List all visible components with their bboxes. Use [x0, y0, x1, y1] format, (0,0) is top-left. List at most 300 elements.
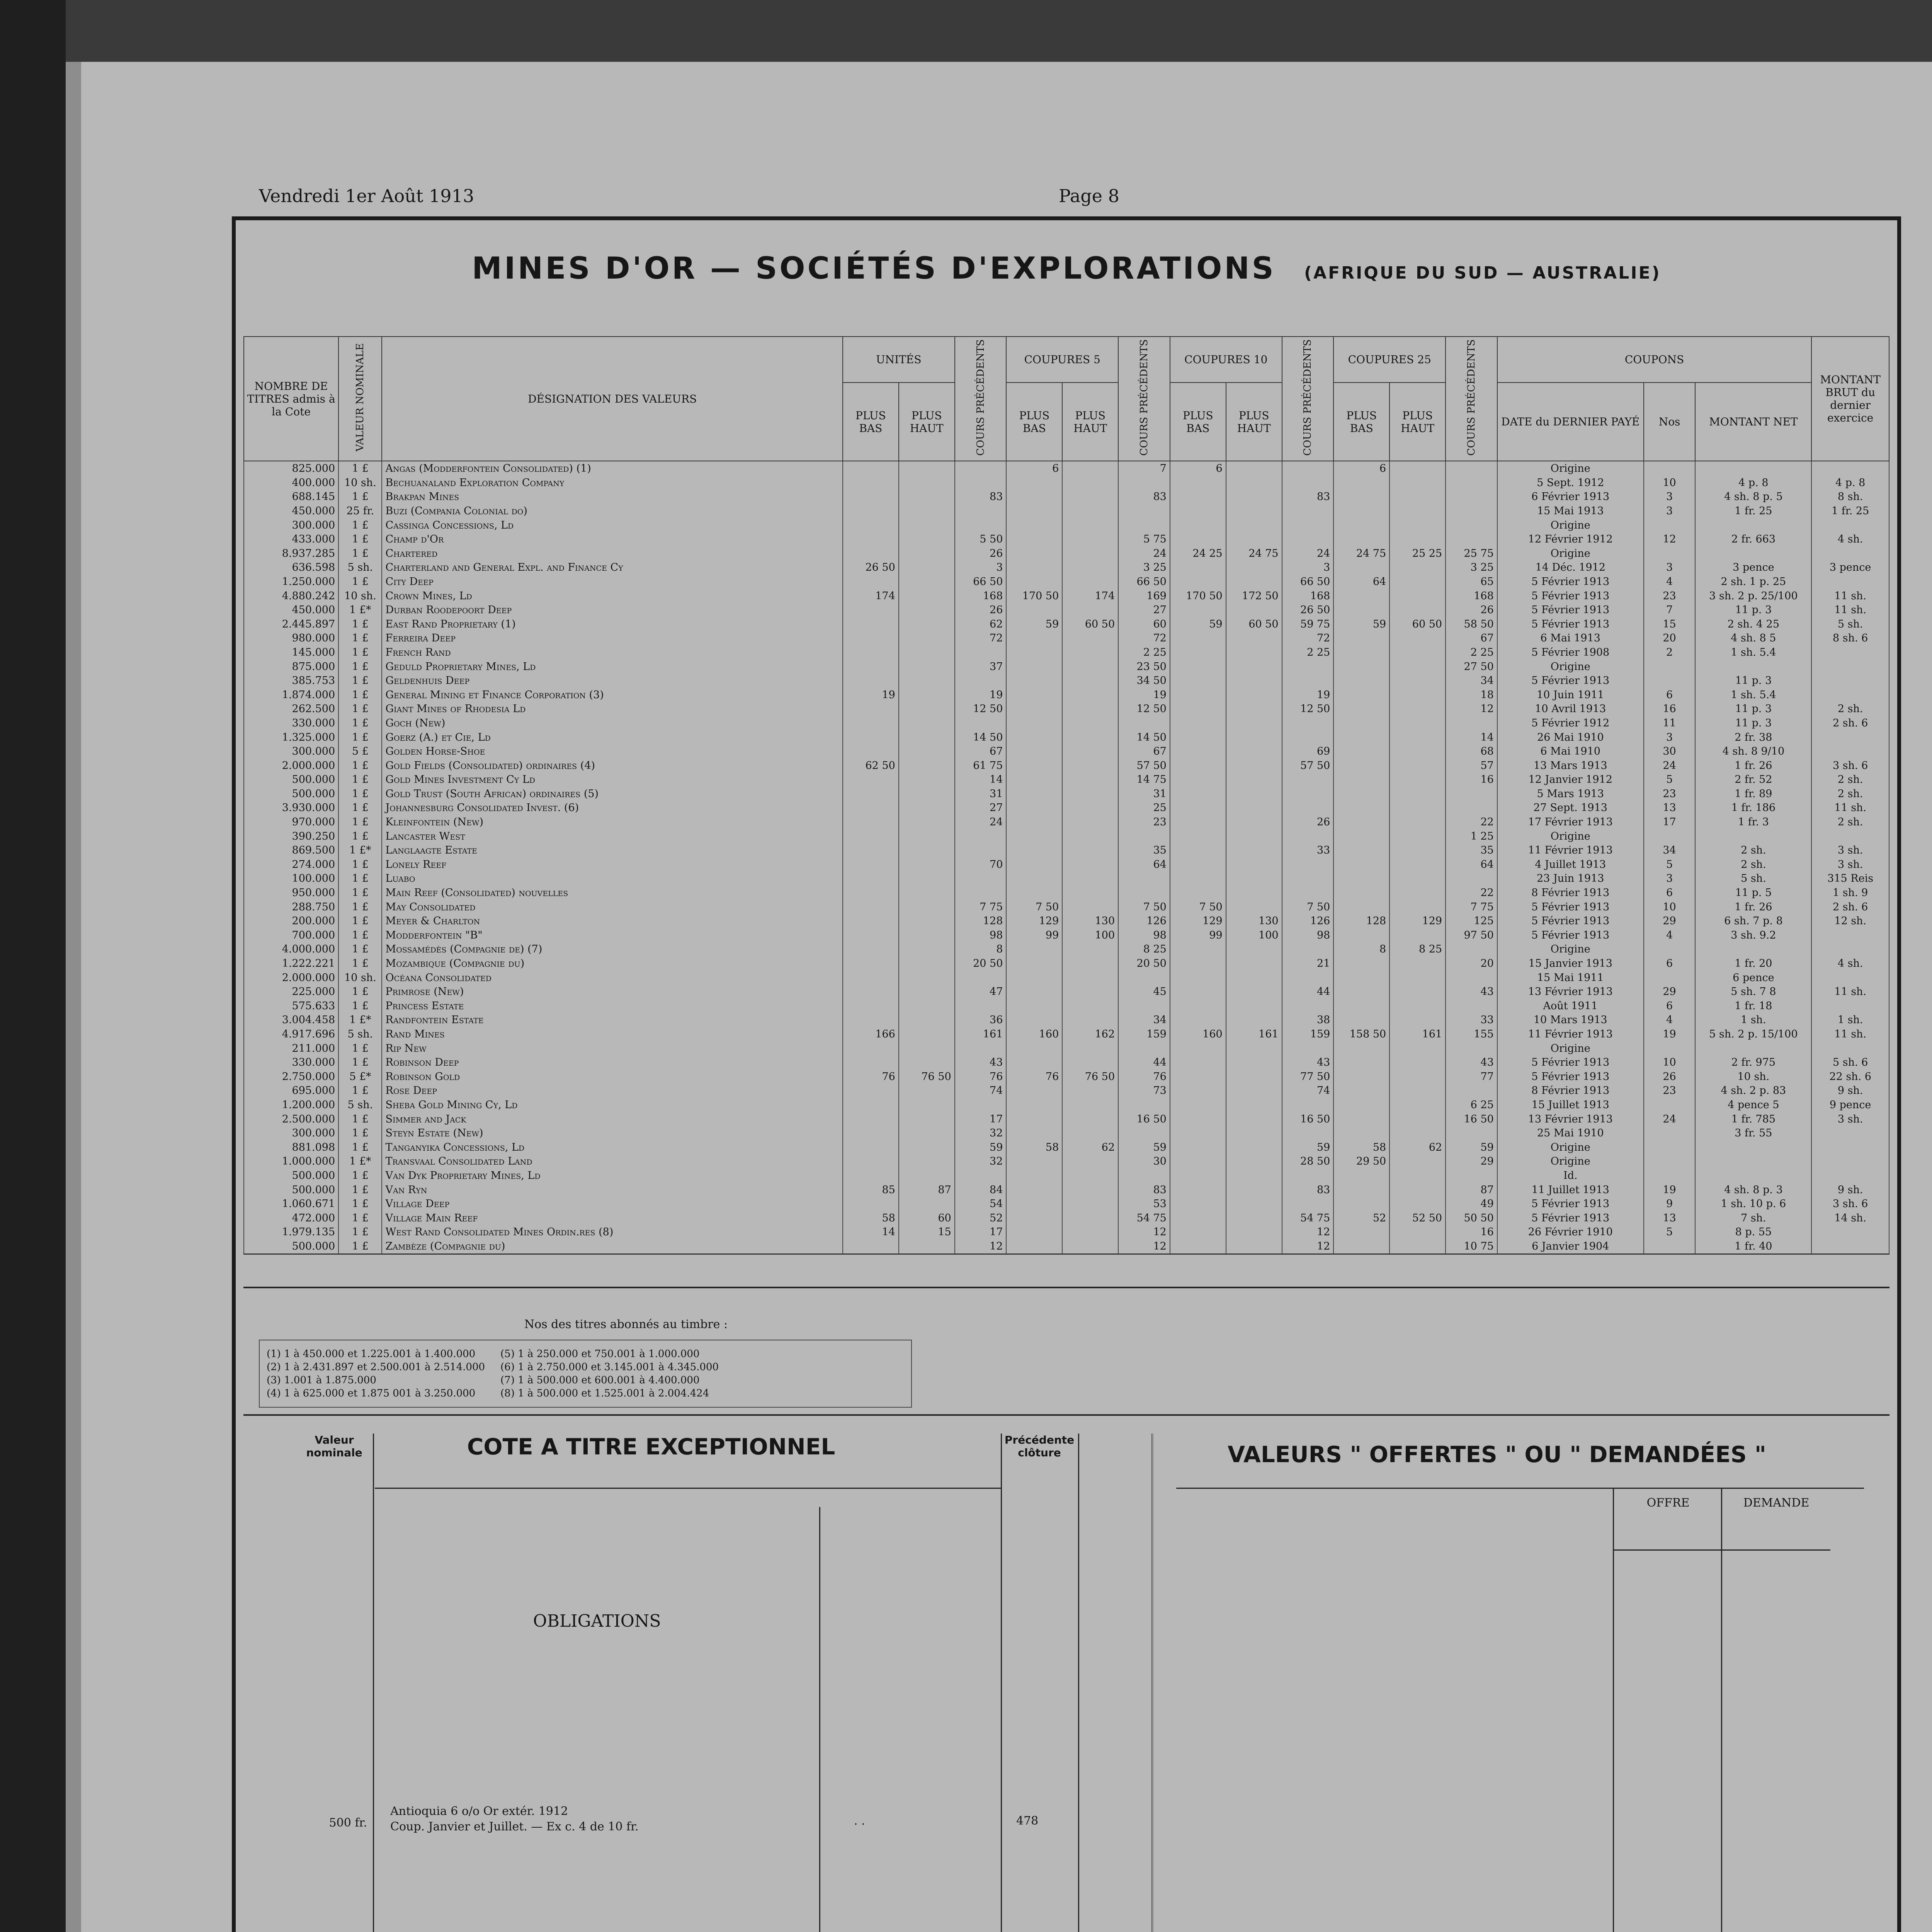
cell-c5b: [1062, 532, 1118, 546]
cell-c5a: [1006, 1084, 1062, 1098]
cell-v: 1 £: [338, 1197, 382, 1211]
cell-cp: 37: [955, 660, 1007, 674]
cell-mt: 4 sh. 8 p. 3: [1695, 1183, 1811, 1197]
cell-date: 5 Février 1913: [1497, 1070, 1644, 1084]
cell-mt: 4 sh. 2 p. 83: [1695, 1084, 1811, 1098]
cell-u2: [899, 589, 955, 603]
cell-n: 2.445.897: [244, 617, 338, 631]
cell-v: 1 £*: [338, 843, 382, 857]
cell-c10p: [1282, 504, 1334, 518]
cell-c10b: [1226, 1112, 1282, 1126]
cell-c5p: 14 75: [1118, 773, 1170, 787]
cell-no: [1644, 829, 1696, 844]
table-row: [244, 603, 1889, 617]
cell-no: 4: [1644, 575, 1696, 589]
cell-c10a: 160: [1170, 1027, 1226, 1041]
cell-date: 23 Juin 1913: [1497, 872, 1644, 886]
cell-c10b: [1226, 999, 1282, 1013]
cell-cp: [955, 476, 1007, 490]
cell-br: 2 sh.: [1811, 787, 1889, 801]
cell-date: Origine: [1497, 518, 1644, 532]
cell-date: 10 Mars 1913: [1497, 1013, 1644, 1027]
cell-u1: [843, 645, 899, 660]
cell-c5p: 34 50: [1118, 673, 1170, 688]
cell-d: Buzi (Compania Colonial do): [382, 504, 842, 518]
table-row: [244, 900, 1889, 914]
cell-c25b: [1389, 886, 1446, 900]
cell-c10a: [1170, 504, 1226, 518]
cell-c5p: 53: [1118, 1197, 1170, 1211]
cell-br: 14 sh.: [1811, 1211, 1889, 1225]
cell-mt: 11 p. 3: [1695, 702, 1811, 716]
cell-v: 1 £: [338, 716, 382, 730]
cell-c5b: 130: [1062, 914, 1118, 928]
cell-br: 11 sh.: [1811, 801, 1889, 815]
cell-br: 9 sh.: [1811, 1183, 1889, 1197]
cell-c25b: [1389, 773, 1446, 787]
cell-date: 13 Mars 1913: [1497, 759, 1644, 773]
cell-c25p: 68: [1446, 744, 1497, 759]
cell-u1: [843, 900, 899, 914]
cell-c25a: [1333, 702, 1389, 716]
cell-c5b: 60 50: [1062, 617, 1118, 631]
cell-c10a: [1170, 702, 1226, 716]
cell-v: 1 £: [338, 1239, 382, 1254]
cell-c25p: [1446, 461, 1497, 476]
cell-br: [1811, 1155, 1889, 1169]
cell-u1: [843, 942, 899, 957]
section-rule: [243, 1287, 1889, 1288]
cell-u1: [843, 1112, 899, 1126]
cell-c5a: [1006, 575, 1062, 589]
cell-c5a: [1006, 518, 1062, 532]
cell-u2: [899, 872, 955, 886]
cell-c5b: [1062, 942, 1118, 957]
cell-date: 13 Février 1913: [1497, 1112, 1644, 1126]
cell-n: 300.000: [244, 744, 338, 759]
cell-c25a: [1333, 504, 1389, 518]
cell-c10p: 26 50: [1282, 603, 1334, 617]
cell-u2: [899, 1027, 955, 1041]
cell-br: [1811, 928, 1889, 942]
cell-c10p: 26: [1282, 815, 1334, 829]
cell-br: 2 sh.: [1811, 702, 1889, 716]
table-row: [244, 461, 1889, 476]
cell-c10b: 130: [1226, 914, 1282, 928]
cell-date: 11 Février 1913: [1497, 843, 1644, 857]
cell-date: 5 Février 1908: [1497, 645, 1644, 660]
cell-no: 5: [1644, 1225, 1696, 1240]
cell-c5a: [1006, 716, 1062, 730]
cell-c5p: [1118, 886, 1170, 900]
cell-c5a: [1006, 985, 1062, 999]
cell-c5b: [1062, 872, 1118, 886]
col-cours-25: COURS PRÉCÉDENTS: [1446, 337, 1497, 461]
cell-u2: [899, 1168, 955, 1183]
cell-c25b: [1389, 1183, 1446, 1197]
cell-mt: 5 sh. 7 8: [1695, 985, 1811, 999]
cell-c5b: [1062, 801, 1118, 815]
table-row: [244, 518, 1889, 532]
cell-c25p: 67: [1446, 631, 1497, 646]
cell-date: Origine: [1497, 829, 1644, 844]
cell-c5p: 126: [1118, 914, 1170, 928]
cell-c5p: 19: [1118, 688, 1170, 702]
cell-c25a: [1333, 872, 1389, 886]
cell-c10p: 72: [1282, 631, 1334, 646]
cell-c25b: [1389, 1098, 1446, 1112]
cell-c10a: [1170, 1239, 1226, 1254]
cell-c5a: [1006, 1168, 1062, 1183]
exc-vline: [1078, 1434, 1079, 1932]
cell-date: 12 Janvier 1912: [1497, 773, 1644, 787]
cell-c25a: 6: [1333, 461, 1389, 476]
cell-c25p: 27 50: [1446, 660, 1497, 674]
cell-n: 2.750.000: [244, 1070, 338, 1084]
cell-c10a: [1170, 660, 1226, 674]
cell-cp: 74: [955, 1084, 1007, 1098]
cell-v: 1 £: [338, 900, 382, 914]
cell-date: Origine: [1497, 660, 1644, 674]
cell-n: 500.000: [244, 787, 338, 801]
cell-br: 2 sh.: [1811, 815, 1889, 829]
cell-d: Robinson Gold: [382, 1070, 842, 1084]
cell-u2: [899, 956, 955, 971]
cell-c25p: 18: [1446, 688, 1497, 702]
cell-c10b: 24 75: [1226, 546, 1282, 561]
cell-c10p: 2 25: [1282, 645, 1334, 660]
cell-c10p: 168: [1282, 589, 1334, 603]
cell-d: Village Deep: [382, 1197, 842, 1211]
timbre-line: (1) 1 à 450.000 et 1.225.001 à 1.400.000: [267, 1348, 476, 1360]
cell-c25a: [1333, 1126, 1389, 1140]
cell-no: 23: [1644, 787, 1696, 801]
cell-v: 10 sh.: [338, 589, 382, 603]
cell-c25b: [1389, 1155, 1446, 1169]
cell-c25a: 52: [1333, 1211, 1389, 1225]
cell-c5p: [1118, 971, 1170, 985]
cell-c25p: 33: [1446, 1013, 1497, 1027]
cell-cp: [955, 645, 1007, 660]
col-cours-5: COURS PRÉCÉDENTS: [1118, 337, 1170, 461]
timbre-line: (6) 1 à 2.750.000 et 3.145.001 à 4.345.000: [500, 1361, 719, 1373]
cell-date: 4 Juillet 1913: [1497, 857, 1644, 872]
cell-c5b: [1062, 829, 1118, 844]
cell-d: Zambèze (Compagnie du): [382, 1239, 842, 1254]
cell-c25a: [1333, 490, 1389, 504]
cell-c25b: 52 50: [1389, 1211, 1446, 1225]
cell-c25b: [1389, 561, 1446, 575]
cell-c25p: 168: [1446, 589, 1497, 603]
cell-mt: [1695, 461, 1811, 476]
cell-c25p: 22: [1446, 886, 1497, 900]
cell-u1: [843, 490, 899, 504]
cell-c5a: [1006, 942, 1062, 957]
cell-cp: 83: [955, 490, 1007, 504]
cell-v: 1 £: [338, 461, 382, 476]
cell-c25p: 97 50: [1446, 928, 1497, 942]
table-row: [244, 490, 1889, 504]
cell-c10a: [1170, 985, 1226, 999]
cell-c10a: [1170, 1197, 1226, 1211]
cell-d: Simmer and Jack: [382, 1112, 842, 1126]
cell-d: Kleinfontein (New): [382, 815, 842, 829]
cell-c5a: [1006, 1098, 1062, 1112]
cell-c25b: [1389, 631, 1446, 646]
cell-c25b: [1389, 490, 1446, 504]
cell-c5b: [1062, 1084, 1118, 1098]
cell-c10b: [1226, 1070, 1282, 1084]
cell-c10b: [1226, 801, 1282, 815]
cell-c10p: [1282, 476, 1334, 490]
cell-n: 500.000: [244, 1239, 338, 1254]
cell-date: Origine: [1497, 1041, 1644, 1056]
exc-vline: [373, 1434, 374, 1932]
cell-c5a: [1006, 476, 1062, 490]
col-25-haut: PLUS HAUT: [1389, 383, 1446, 461]
cell-u1: [843, 857, 899, 872]
cell-c10b: [1226, 631, 1282, 646]
cell-n: 300.000: [244, 518, 338, 532]
cell-d: Johannesburg Consolidated Invest. (6): [382, 801, 842, 815]
cell-c5p: 34: [1118, 1013, 1170, 1027]
cell-cp: 14: [955, 773, 1007, 787]
cell-c10p: 12 50: [1282, 702, 1334, 716]
table-row: [244, 1183, 1889, 1197]
cell-c5p: 59: [1118, 1140, 1170, 1155]
cell-no: 17: [1644, 815, 1696, 829]
cell-c10p: [1282, 1041, 1334, 1056]
offertes-title: VALEURS " OFFERTES " OU " DEMANDÉES ": [1228, 1441, 1766, 1468]
cell-no: [1644, 660, 1696, 674]
cell-mt: 4 sh. 8 p. 5: [1695, 490, 1811, 504]
cell-br: 1 fr. 25: [1811, 504, 1889, 518]
cell-c10b: [1226, 645, 1282, 660]
cell-br: [1811, 660, 1889, 674]
cell-v: 1 £: [338, 1055, 382, 1070]
cell-c10a: [1170, 857, 1226, 872]
cell-no: 23: [1644, 589, 1696, 603]
cell-mt: 4 sh. 8 5: [1695, 631, 1811, 646]
cell-mt: 3 sh. 2 p. 25/100: [1695, 589, 1811, 603]
cell-c5p: 44: [1118, 1055, 1170, 1070]
cell-date: 12 Février 1912: [1497, 532, 1644, 546]
cell-c5a: [1006, 829, 1062, 844]
table-row: [244, 561, 1889, 575]
cell-v: 1 £: [338, 673, 382, 688]
cell-c25b: [1389, 461, 1446, 476]
cell-d: Lancaster West: [382, 829, 842, 844]
cell-no: [1644, 1126, 1696, 1140]
cell-cp: [955, 1041, 1007, 1056]
cell-mt: 1 fr. 89: [1695, 787, 1811, 801]
cell-c25a: [1333, 660, 1389, 674]
cell-c10p: 16 50: [1282, 1112, 1334, 1126]
cell-cp: [955, 843, 1007, 857]
cell-br: 315 Reis: [1811, 872, 1889, 886]
cell-n: 575.633: [244, 999, 338, 1013]
cell-n: 3.004.458: [244, 1013, 338, 1027]
cell-no: 20: [1644, 631, 1696, 646]
cell-c10p: [1282, 999, 1334, 1013]
cell-v: 1 £: [338, 518, 382, 532]
cell-u2: [899, 461, 955, 476]
cell-br: 9 sh.: [1811, 1084, 1889, 1098]
table-row: [244, 1211, 1889, 1225]
cell-date: 6 Mai 1913: [1497, 631, 1644, 646]
cell-c10b: 100: [1226, 928, 1282, 942]
cell-c25p: [1446, 716, 1497, 730]
cell-c10a: 24 25: [1170, 546, 1226, 561]
cell-n: 225.000: [244, 985, 338, 999]
cell-u1: [843, 617, 899, 631]
cell-n: 869.500: [244, 843, 338, 857]
cell-cp: 24: [955, 815, 1007, 829]
cell-u2: [899, 801, 955, 815]
cell-br: [1811, 1239, 1889, 1254]
cell-c10p: 66 50: [1282, 575, 1334, 589]
cell-d: Angas (Modderfontein Consolidated) (1): [382, 461, 842, 476]
cell-c10a: [1170, 1225, 1226, 1240]
cell-u1: [843, 461, 899, 476]
cell-c25b: [1389, 829, 1446, 844]
cell-c25a: [1333, 1041, 1389, 1056]
cell-c5p: 7 50: [1118, 900, 1170, 914]
cell-c5a: [1006, 673, 1062, 688]
cell-v: 5 £*: [338, 1070, 382, 1084]
cell-c5b: [1062, 1098, 1118, 1112]
cell-cp: 52: [955, 1211, 1007, 1225]
cell-c25p: 12: [1446, 702, 1497, 716]
cell-c10b: [1226, 1197, 1282, 1211]
cell-d: Main Reef (Consolidated) nouvelles: [382, 886, 842, 900]
cell-d: Goch (New): [382, 716, 842, 730]
cell-cp: 67: [955, 744, 1007, 759]
cell-v: 1 £: [338, 1041, 382, 1056]
cell-u2: [899, 900, 955, 914]
cell-c25a: [1333, 1070, 1389, 1084]
cell-u1: [843, 1041, 899, 1056]
cell-u1: [843, 1084, 899, 1098]
cell-u1: [843, 716, 899, 730]
cell-u1: [843, 985, 899, 999]
cell-c5b: [1062, 730, 1118, 745]
cell-no: 10: [1644, 900, 1696, 914]
cell-n: 1.874.000: [244, 688, 338, 702]
cell-no: 24: [1644, 759, 1696, 773]
cell-c5p: 12: [1118, 1225, 1170, 1240]
cell-c5b: [1062, 759, 1118, 773]
cell-date: Id.: [1497, 1168, 1644, 1183]
cell-c10a: [1170, 971, 1226, 985]
cell-u2: [899, 773, 955, 787]
cell-c25a: [1333, 900, 1389, 914]
cell-mt: 4 p. 8: [1695, 476, 1811, 490]
cell-c25p: 16 50: [1446, 1112, 1497, 1126]
section-rule: [243, 1414, 1889, 1416]
cell-u2: [899, 476, 955, 490]
cell-c10b: [1226, 1041, 1282, 1056]
cell-c5b: [1062, 660, 1118, 674]
cell-c25a: [1333, 956, 1389, 971]
cell-date: 15 Juillet 1913: [1497, 1098, 1644, 1112]
cell-br: [1811, 518, 1889, 532]
cell-v: 1 £: [338, 660, 382, 674]
cell-c25b: 129: [1389, 914, 1446, 928]
obligations-heading: OBLIGATIONS: [533, 1611, 661, 1631]
running-header: [193, 185, 1893, 209]
col-designation: DÉSIGNATION DES VALEURS: [382, 337, 842, 461]
cell-c5p: 57 50: [1118, 759, 1170, 773]
cell-mt: 1 sh.: [1695, 1013, 1811, 1027]
cell-cp: 31: [955, 787, 1007, 801]
cell-cp: 26: [955, 603, 1007, 617]
cell-c10a: [1170, 744, 1226, 759]
cell-c5p: 12 50: [1118, 702, 1170, 716]
cell-c10p: [1282, 857, 1334, 872]
cell-c10a: [1170, 490, 1226, 504]
cell-c5a: [1006, 1041, 1062, 1056]
cell-u1: [843, 575, 899, 589]
cell-c5p: 16 50: [1118, 1112, 1170, 1126]
cell-c25b: [1389, 1055, 1446, 1070]
cell-u1: [843, 843, 899, 857]
cell-u1: [843, 1168, 899, 1183]
cell-v: 1 £: [338, 1225, 382, 1240]
cell-c25p: [1446, 476, 1497, 490]
cell-br: [1811, 1168, 1889, 1183]
cell-u2: [899, 744, 955, 759]
cell-c25b: [1389, 744, 1446, 759]
cell-d: French Rand: [382, 645, 842, 660]
cell-v: 1 £: [338, 1211, 382, 1225]
cell-mt: 1 sh. 10 p. 6: [1695, 1197, 1811, 1211]
cell-c25a: [1333, 815, 1389, 829]
cell-c25b: 8 25: [1389, 942, 1446, 957]
cell-u2: [899, 518, 955, 532]
cell-c5b: 100: [1062, 928, 1118, 942]
cell-c10a: [1170, 518, 1226, 532]
cell-c5b: [1062, 1155, 1118, 1169]
cell-no: 11: [1644, 716, 1696, 730]
cell-u1: [843, 631, 899, 646]
table-row: [244, 1168, 1889, 1183]
cell-br: 3 sh. 6: [1811, 759, 1889, 773]
cell-u1: [843, 532, 899, 546]
cell-v: 1 £: [338, 1112, 382, 1126]
cell-c25p: [1446, 801, 1497, 815]
cell-c5b: 174: [1062, 589, 1118, 603]
cell-c25p: 49: [1446, 1197, 1497, 1211]
cell-u1: [843, 1197, 899, 1211]
cell-no: [1644, 1140, 1696, 1155]
cell-c5a: [1006, 561, 1062, 575]
cell-c25a: [1333, 843, 1389, 857]
cell-mt: 4 pence 5: [1695, 1098, 1811, 1112]
cell-u2: [899, 617, 955, 631]
cell-c25p: [1446, 518, 1497, 532]
cell-c25p: 35: [1446, 843, 1497, 857]
cell-date: Origine: [1497, 461, 1644, 476]
cell-c5b: [1062, 1055, 1118, 1070]
cell-c25b: [1389, 532, 1446, 546]
cell-c25p: [1446, 872, 1497, 886]
cell-c10b: [1226, 1126, 1282, 1140]
cell-u2: [899, 1098, 955, 1112]
antioquia-coupon: Coup. Janvier et Juillet. — Ex c. 4 de 10 fr.: [390, 1820, 639, 1833]
cell-c10b: [1226, 688, 1282, 702]
cell-c10b: [1226, 730, 1282, 745]
